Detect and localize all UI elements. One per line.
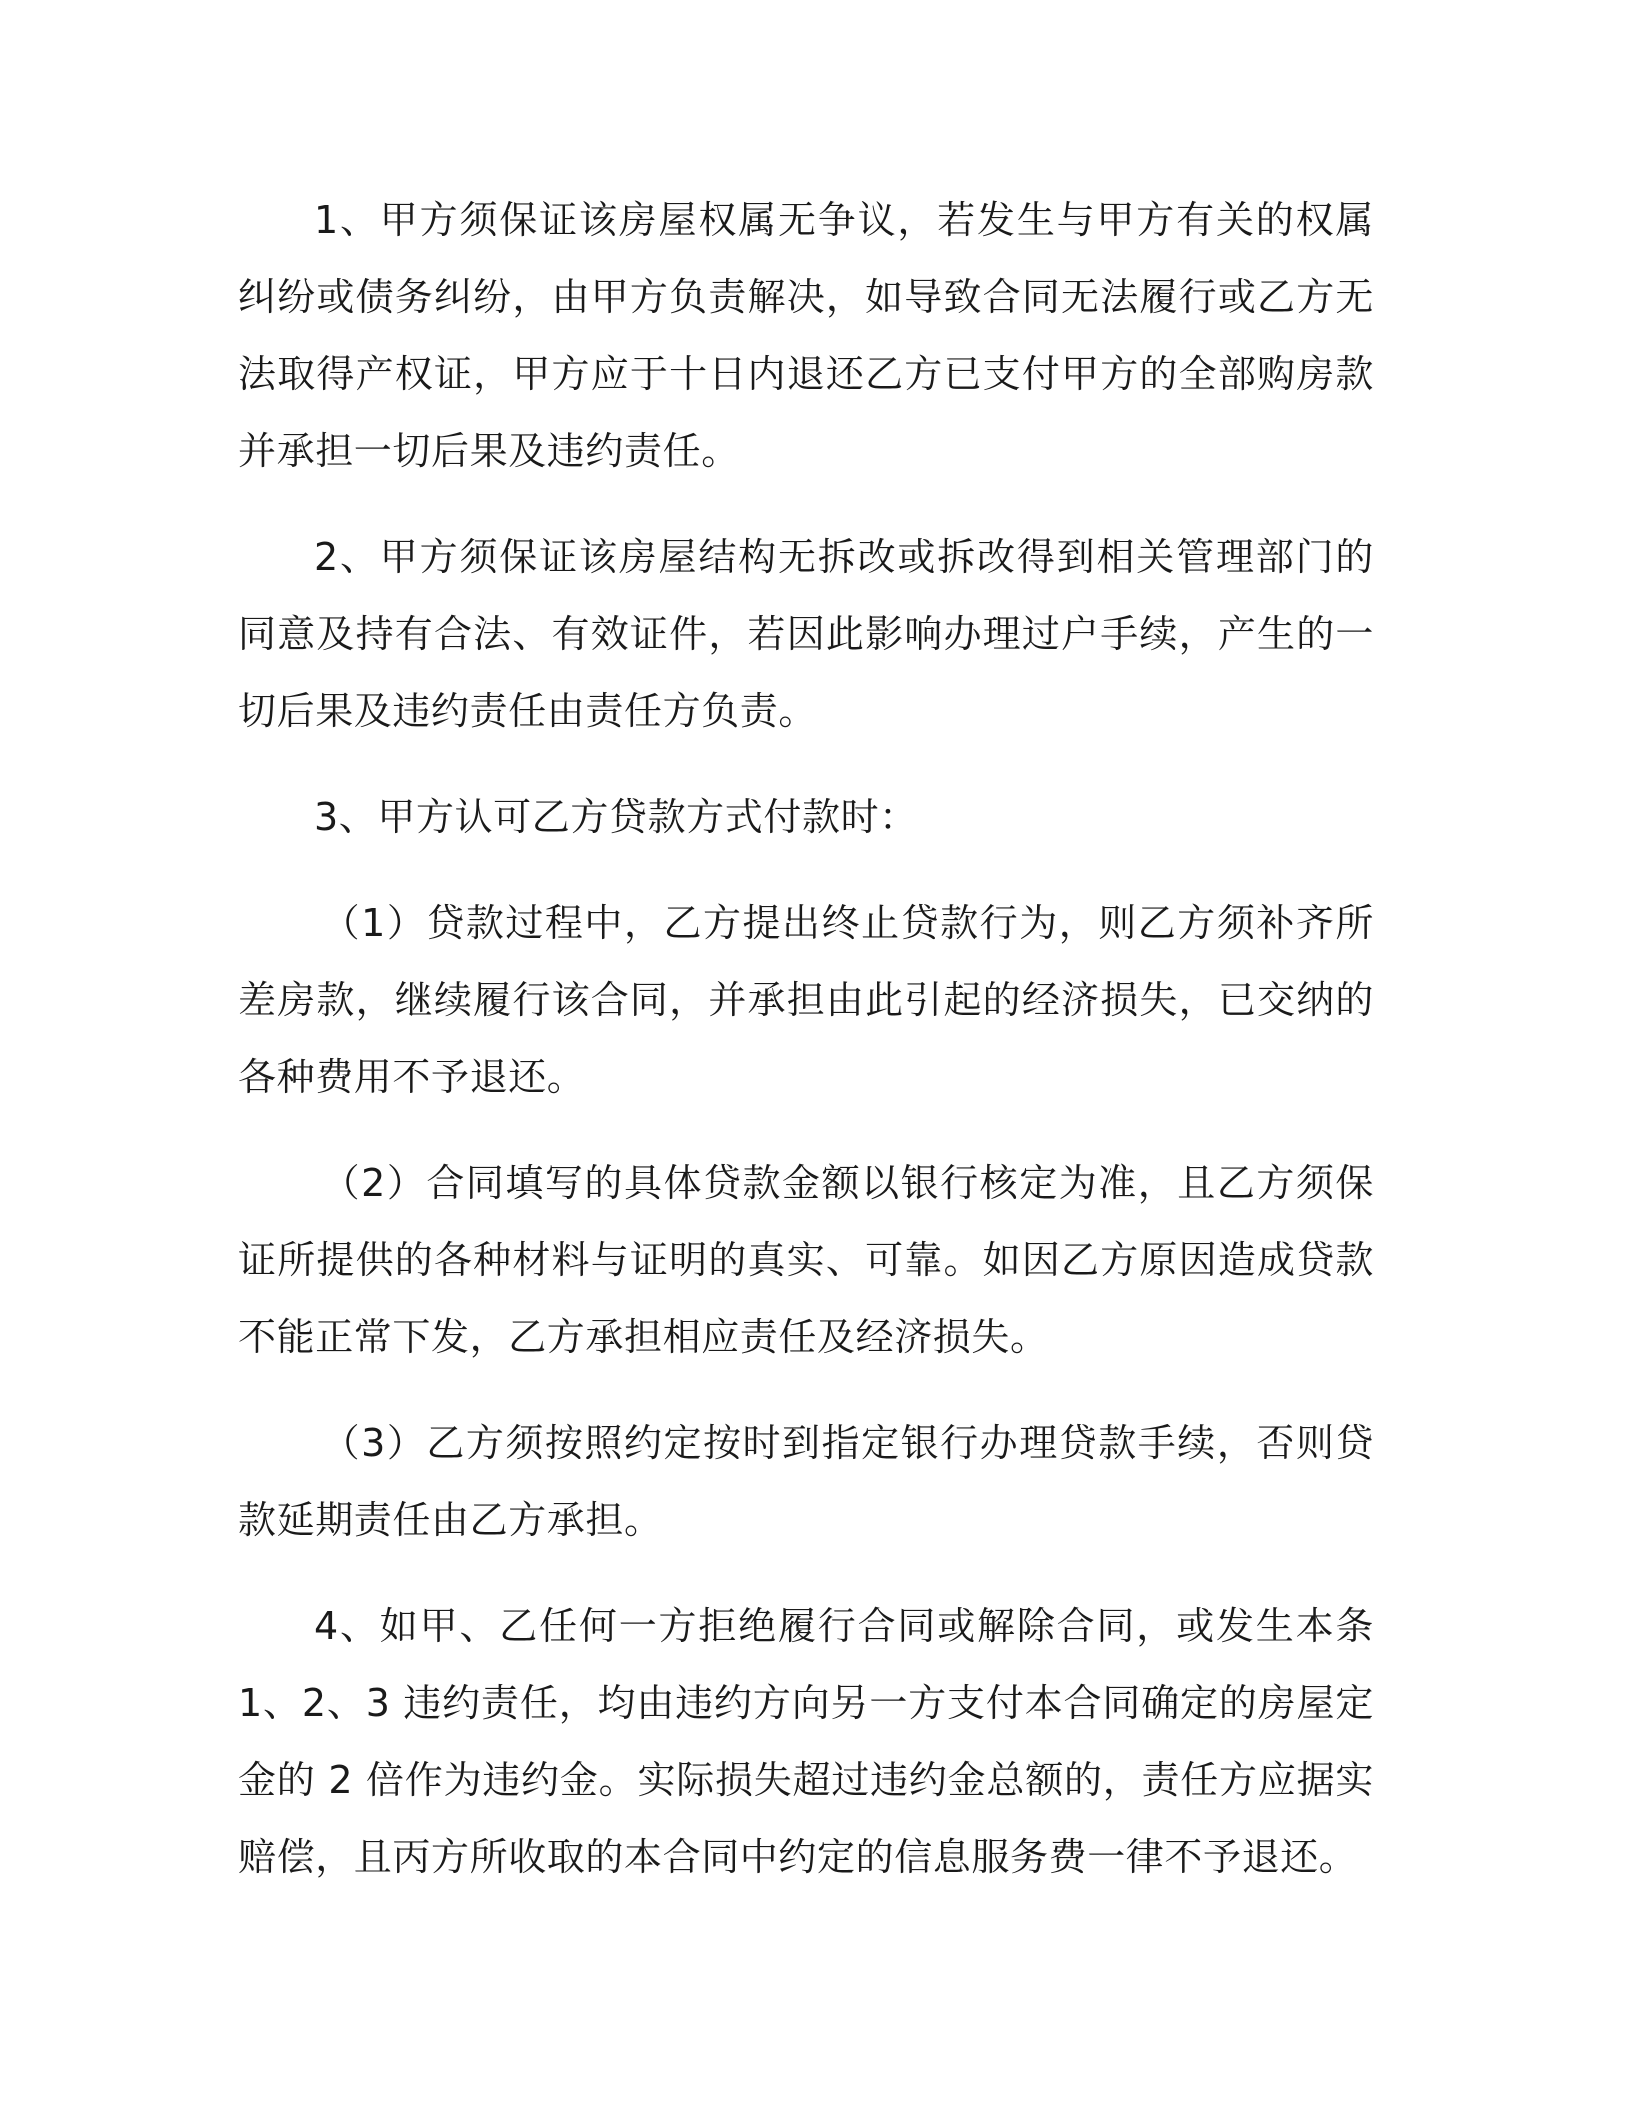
clause-3-item-3-paragraph: （3）乙方须按照约定按时到指定银行办理贷款手续，否则贷款延期责任由乙方承担。 xyxy=(238,1421,1374,1542)
clause-3-item-2-paragraph: （2）合同填写的具体贷款金额以银行核定为准，且乙方须保证所提供的各种材料与证明的真实、可靠。如因乙方原因造成贷款不能正常下发，乙方承担相应责任及经济损失。 xyxy=(238,1161,1374,1359)
document-body xyxy=(238,182,1374,1925)
clause-2-paragraph: 2、甲方须保证该房屋结构无拆改或拆改得到相关管理部门的同意及持有合法、有效证件，若因此影响办理过户手续，产生的一切后果及违约责任由责任方负责。 xyxy=(238,535,1374,733)
clause-4-paragraph: 4、如甲、乙任何一方拒绝履行合同或解除合同，或发生本条 1、2、3 违约责任，均由违约方向另一方支付本合同确定的房屋定金的 2 倍作为违约金。实际损失超过违约金总额的，责任方应据实赔偿，且丙方所收取的本合同中约定的信息服务费一律不予退还。 xyxy=(238,1604,1374,1879)
clause-3-paragraph: 3、甲方认可乙方贷款方式付款时： xyxy=(314,795,918,839)
clause-1-paragraph: 1、甲方须保证该房屋权属无争议，若发生与甲方有关的权属纠纷或债务纠纷，由甲方负责解决，如导致合同无法履行或乙方无法取得产权证，甲方应于十日内退还乙方已支付甲方的全部购房款并承担一切后果及违约责任。 xyxy=(238,198,1374,473)
clause-3-item-1-paragraph: （1）贷款过程中，乙方提出终止贷款行为，则乙方须补齐所差房款，继续履行该合同，并承担由此引起的经济损失，已交纳的各种费用不予退还。 xyxy=(238,901,1374,1099)
